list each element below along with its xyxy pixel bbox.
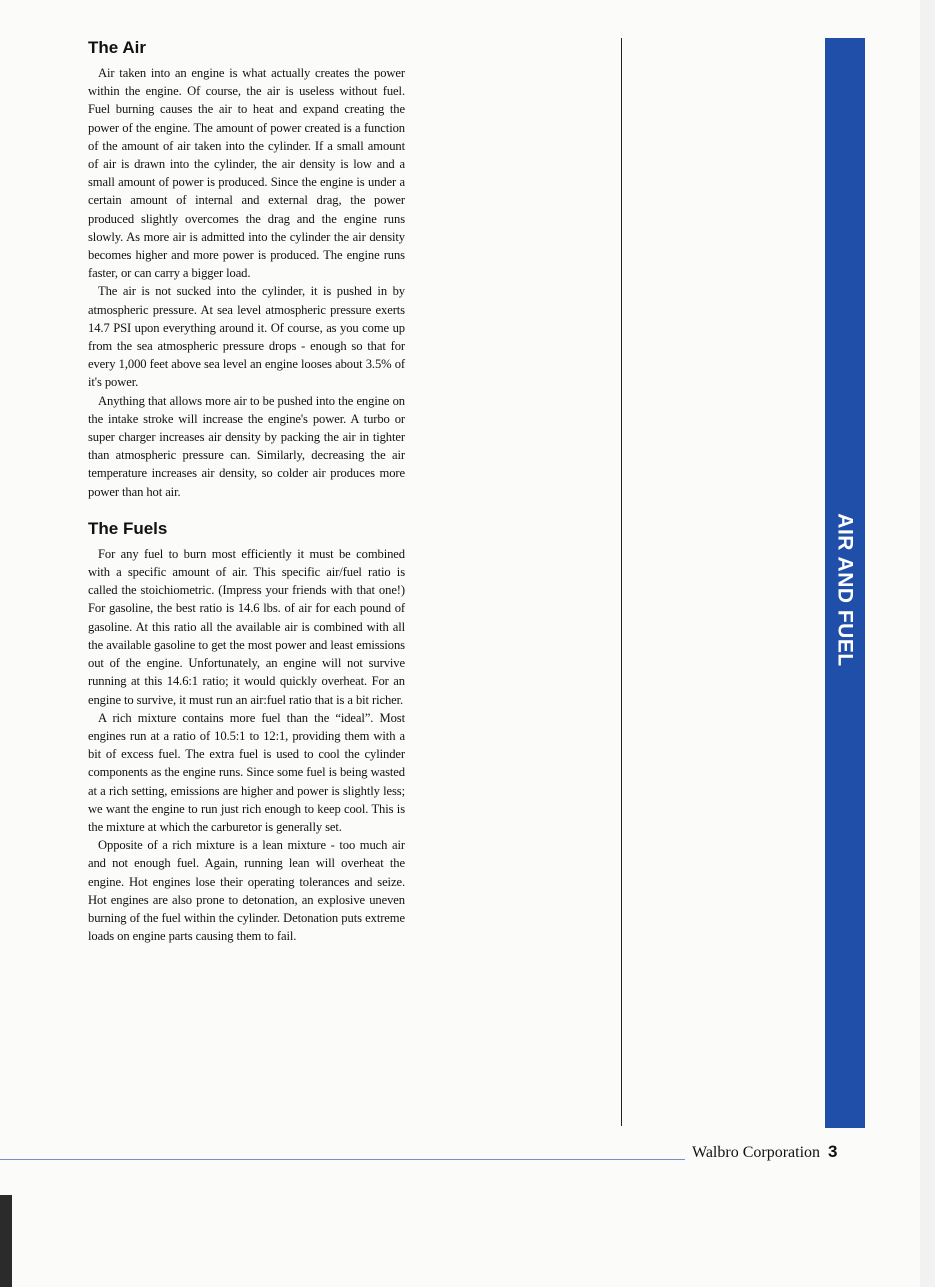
heading-the-air: The Air [88, 38, 146, 57]
fuels-paragraph-3: Opposite of a rich mixture is a lean mixture - too much air and not enough fuel. Again, running lean will overheat the engine. Hot engines lose their operating tolerances and seize. Hot engines are also prone to detonation, an explosive uneven burning of the fuel within the cylinder. Detonation puts extreme loads on engine parts causing them to fail. [88, 838, 405, 944]
fuels-paragraph-2: A rich mixture contains more fuel than the “ideal”. Most engines run at a ratio of 10.5:1 to 12:1, providing them with a bit of excess fuel. The extra fuel is used to cool the cylinder components as the engine runs. Since some fuel is being wasted at a rich setting, emissions are higher and power is slightly less; we want the engine to run just rich enough to keep cool. This is the mixture at which the carburetor is generally set. [88, 710, 405, 834]
page-number: 3 [828, 1142, 838, 1161]
air-paragraph-1: Air taken into an engine is what actually creates the power within the engine. Of course, the air is useless without fuel. Fuel burning causes the air to heat and expand creating the power of the engine. The amount of power created is a function of the amount of air taken into the cylinder. If a small amount of air is drawn into the cylinder, the air density is low and a small amount of power is produced. Since the engine is under a certain amount of internal and external drag, the power produced slightly overcomes the drag and the engine runs slowly. As more air is admitted into the cylinder the air density becomes higher and more power is produced. The engine runs faster, or can carry a bigger load. [88, 66, 405, 281]
section-gap [88, 501, 405, 519]
main-text-column [88, 38, 405, 945]
column-divider [621, 38, 622, 1126]
fuels-paragraph-1: For any fuel to burn most efficiently it must be combined with a specific amount of air. This specific air/fuel ratio is called the stoichiometric. (Impress your friends with that one!) For gasoline, the best ratio is 14.6 lbs. of air for each pound of gasoline. At this ratio all the available air is combined with all the available gasoline to get the most power and least emissions out of the engine. Unfortunately, an engine will not survive running at this 14.6:1 ratio; it would quickly overheat. For an engine to survive, it must run an air:fuel ratio that is a bit richer. [88, 546, 405, 707]
page-footer [692, 1142, 837, 1162]
footer-rule [0, 1159, 685, 1160]
side-tab-label-wrapper [825, 495, 865, 685]
footer-company: Walbro Corporation [692, 1144, 821, 1161]
side-tab-label: AIR AND FUEL [834, 513, 858, 667]
scan-binder-edge [0, 1195, 12, 1287]
air-paragraph-2: The air is not sucked into the cylinder, it is pushed in by atmospheric pressure. At sea level atmospheric pressure exerts 14.7 PSI upon everything around it. Of course, as you come up from the sea atmospheric pressure drops - enough so that for every 1,000 feet above sea level an engine looses about 3.5% of it's power. [88, 284, 405, 390]
heading-the-fuels: The Fuels [88, 518, 168, 538]
scan-right-edge [920, 0, 935, 1287]
air-paragraph-3: Anything that allows more air to be pushed into the engine on the intake stroke will increase the engine's power. A turbo or super charger increases air density by packing the air in tighter than atmospheric pressure can. Similarly, decreasing the air temperature increases air density, so colder air produces more power than hot air. [88, 393, 405, 499]
